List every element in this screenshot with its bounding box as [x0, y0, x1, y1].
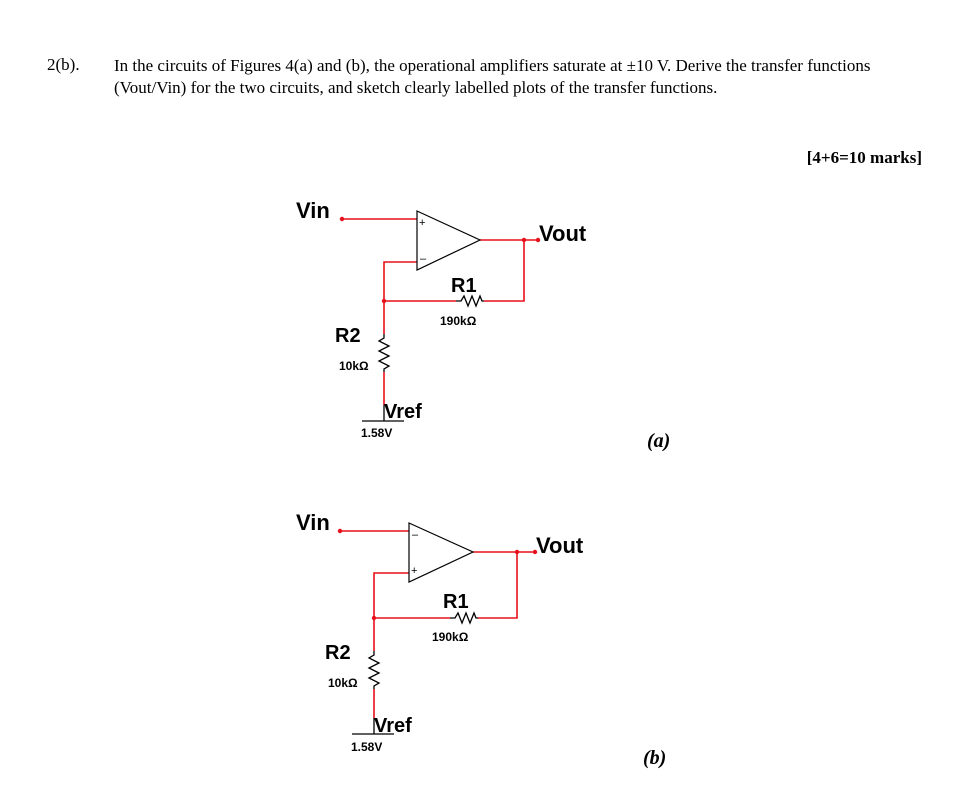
fig-b-plus-sign: +: [411, 565, 418, 577]
question-number: 2(b).: [47, 55, 80, 74]
fig-b-out-node: [515, 550, 519, 554]
figure-b: [296, 510, 666, 769]
fig-a-out-node: [522, 238, 526, 242]
fig-b-junction-node: [372, 616, 376, 620]
fig-b-vref-label: Vref: [374, 715, 412, 737]
fig-b-r1-name: R1: [443, 591, 469, 613]
fig-a-junction-node: [382, 299, 386, 303]
fig-a-r2-resistor-icon: [379, 334, 389, 372]
fig-b-vin-node: [338, 529, 342, 533]
fig-a-r1-value: 190kΩ: [440, 314, 477, 328]
fig-a-r2-name: R2: [335, 325, 361, 347]
fig-a-vin-node: [340, 217, 344, 221]
fig-a-r2-value: 10kΩ: [339, 359, 369, 373]
figure-a: [296, 198, 670, 452]
fig-a-minus-sign: –: [420, 253, 427, 265]
fig-b-vout-label: Vout: [536, 533, 584, 558]
question-text: In the circuits of Figures 4(a) and (b), the operational amplifiers saturate at ±10 V. Derive the transfer functions (Vout/Vin) for the two circuits, and sketch clearly labelled plots of the transfer functions.: [114, 56, 871, 97]
fig-b-r1-resistor-icon: [450, 613, 478, 623]
marks-label: [4+6=10 marks]: [806, 148, 922, 167]
fig-b-caption: (b): [643, 747, 667, 769]
fig-b-vin-label: Vin: [296, 510, 330, 535]
fig-b-r2-resistor-icon: [369, 651, 379, 689]
fig-a-caption: (a): [647, 430, 671, 452]
fig-a-r1-resistor-icon: [456, 296, 484, 306]
fig-a-opamp-symbol: [417, 211, 480, 270]
fig-a-vout-label: Vout: [539, 221, 587, 246]
fig-b-r1-value: 190kΩ: [432, 630, 469, 644]
fig-a-r1-name: R1: [451, 275, 477, 297]
fig-b-minus-sign: –: [412, 529, 419, 541]
fig-b-vref-value: 1.58V: [351, 740, 383, 754]
fig-a-vref-label: Vref: [384, 401, 422, 423]
fig-a-vin-label: Vin: [296, 198, 330, 223]
fig-a-vref-value: 1.58V: [361, 426, 393, 440]
fig-b-r2-value: 10kΩ: [328, 676, 358, 690]
fig-b-r2-name: R2: [325, 642, 351, 664]
fig-a-plus-sign: +: [419, 217, 426, 229]
fig-b-opamp-symbol: [409, 523, 473, 582]
